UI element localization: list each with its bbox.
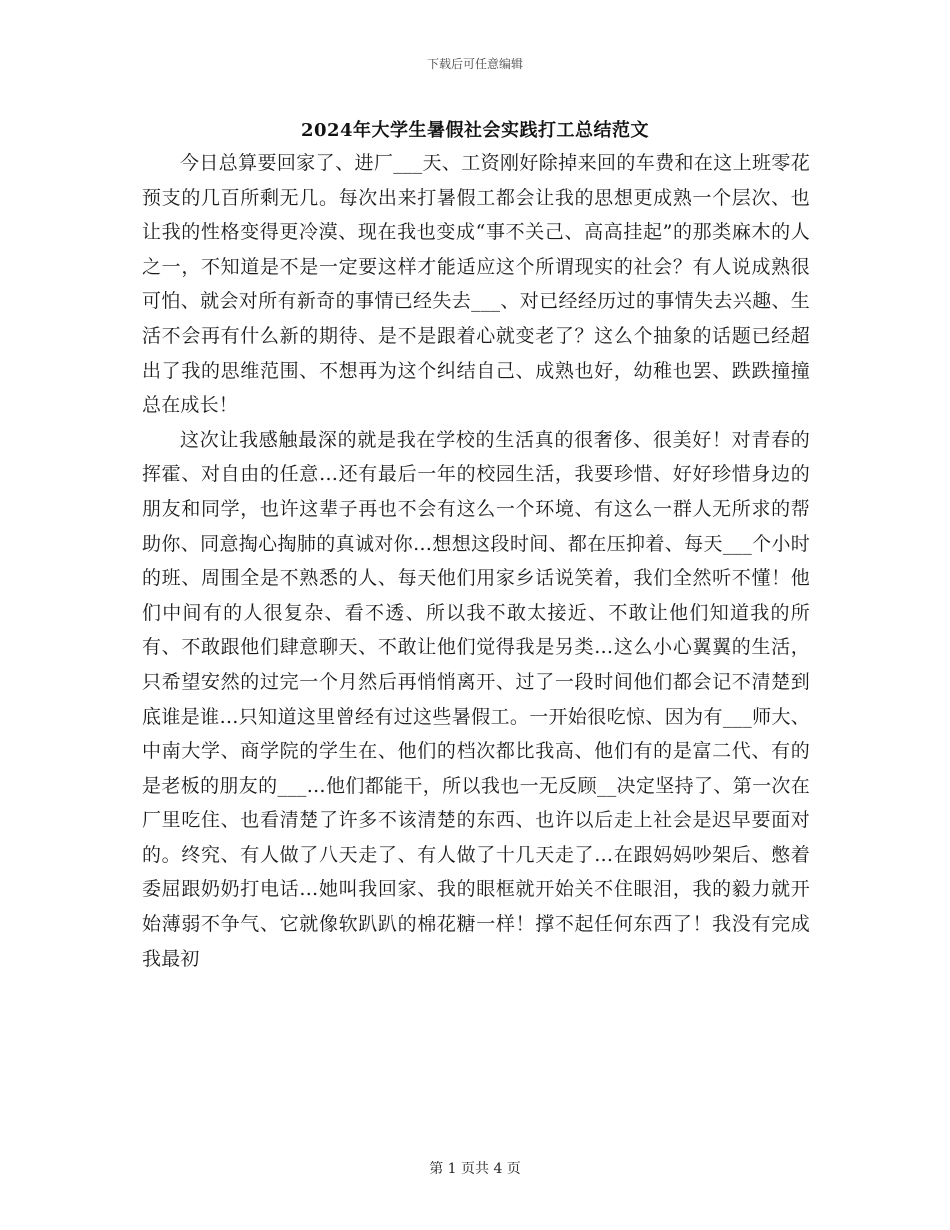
- paragraph: 今日总算要回家了、进厂___天、工资刚好除掉来回的车费和在这上班零花预支的几百所剩无几。每次出来打暑假工都会让我的思想更成熟一个层次、也让我的性格变得更冷漠、现在我也变成“事不关己、高高挂起”的那类麻木的人之一，不知道是不是一定要这样才能适应这个所谓现实的社会？有人说成熟很可怕、就会对所有新奇的事情已经失去___、对已经经历过的事情失去兴趣、生活不会再有什么新的期待、是不是跟着心就变老了？这么个抽象的话题已经超出了我的思维范围、不想再为这个纠结自己、成熟也好，幼稚也罢、跌跌撞撞总在成长！: [142, 152, 810, 417]
- paragraph: 这次让我感触最深的就是我在学校的生活真的很奢侈、很美好！对青春的挥霍、对自由的任意…还有最后一年的校园生活，我要珍惜、好好珍惜身边的朋友和同学，也许这辈子再也不会有这么一个环境、有这么一群人无所求的帮助你、同意掏心掏肺的真诚对你…想想这段时间、都在压抑着、每天___个小时的班、周围全是不熟悉的人、每天他们用家乡话说笑着，我们全然听不懂！他们中间有的人很复杂、看不透、所以我不敢太接近、不敢让他们知道我的所有、不敢跟他们肆意聊天、不敢让他们觉得我是另类…这么小心翼翼的生活，只希望安然的过完一个月然后再悄悄离开、过了一段时间他们都会记不清楚到底谁是谁…只知道这里曾经有过这些暑假工。一开始很吃惊、因为有___师大、中南大学、商学院的学生在、他们的档次都比我高、他们有的是富二代、有的是老板的朋友的___…他们都能干，所以我也一无反顾__决定坚持了、第一次在厂里吃住、也看清楚了许多不该清楚的东西、也许以后走上社会是迟早要面对的。终究、有人做了八天走了、有人做了十几天走了…在跟妈妈吵架后、憋着委屈跟奶奶打电话…她叫我回家、我的眼框就开始关不住眼泪，我的毅力就开始薄弱不争气、它就像软趴趴的棉花糖一样！撑不起任何东西了！我没有完成我最初: [142, 428, 810, 970]
- document-title: 2024年大学生暑假社会实践打工总结范文: [300, 120, 650, 141]
- header-note: 下载后可任意编辑: [426, 57, 523, 71]
- page-number: 第 1 页共 4 页: [429, 1161, 521, 1177]
- document-body: [142, 146, 810, 976]
